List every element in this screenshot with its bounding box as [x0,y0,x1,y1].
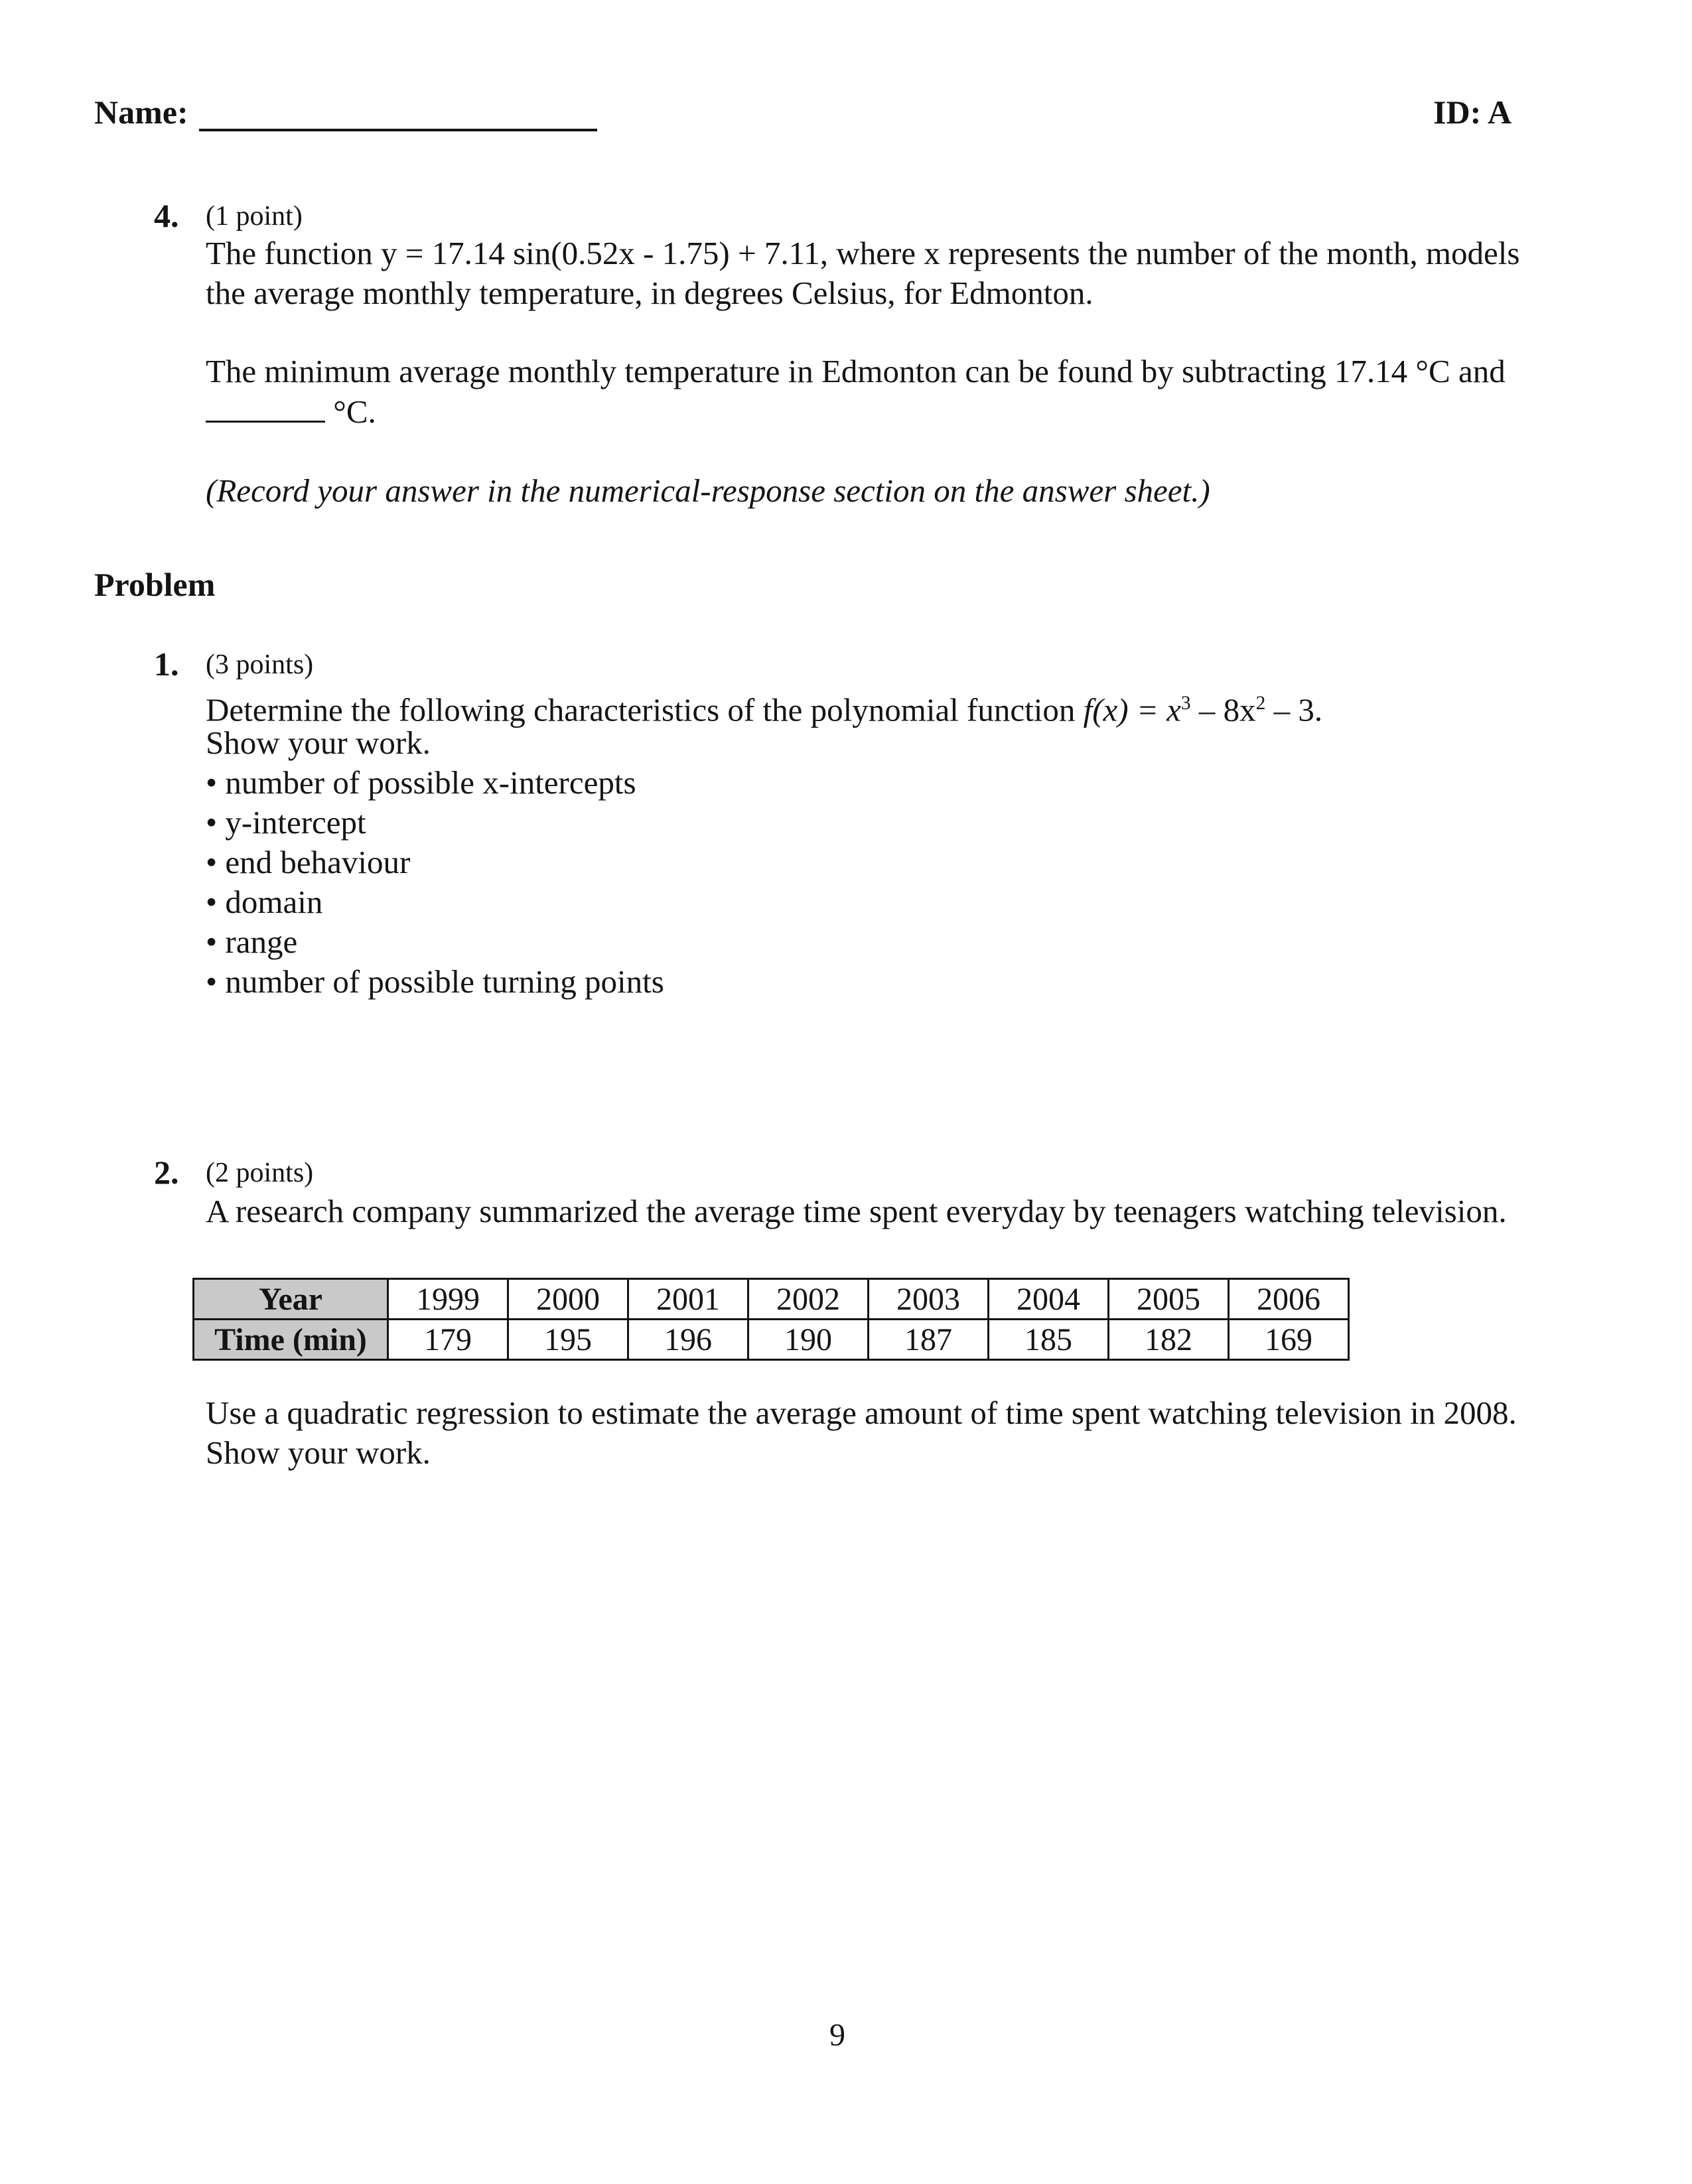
term-8x: – 8x [1190,691,1256,728]
problem-1-line-2: Show your work. [206,724,431,761]
table-cell: 2005 [1109,1279,1229,1320]
question-4-number: 4. [154,197,179,234]
table-cell: 2003 [869,1279,989,1320]
list-item: • domain [206,884,323,920]
name-field [94,93,597,131]
term-constant: – 3. [1265,691,1323,728]
table-cell: 185 [989,1320,1109,1360]
problem-heading: Problem [94,566,216,603]
table-cell: 169 [1229,1320,1349,1360]
table-cell: 190 [748,1320,869,1360]
tv-time-table [192,1278,1350,1361]
list-item: • y-intercept [206,804,366,841]
problem-2-line-1: A research company summarized the average time spent everyday by teenagers watching television. [206,1193,1507,1229]
table-cell: 187 [869,1320,989,1360]
list-item: • end behaviour [206,844,411,880]
question-4-line-2: the average monthly temperature, in degrees Celsius, for Edmonton. [206,275,1093,311]
question-4-line-4 [206,391,376,432]
table-cell: 182 [1109,1320,1229,1360]
problem-1-points: (3 points) [206,649,314,680]
table-cell: 1999 [388,1279,508,1320]
table-cell: 2001 [628,1279,748,1320]
problem-2-points: (2 points) [206,1158,314,1188]
problem-2-number: 2. [154,1154,179,1191]
table-cell: 2002 [748,1279,869,1320]
problem-1-number: 1. [154,646,179,683]
question-4-instruction: (Record your answer in the numerical-response section on the answer sheet.) [206,472,1210,509]
list-item: • range [206,923,298,960]
answer-blank [206,391,325,423]
question-4-points: (1 point) [206,201,303,232]
question-4-line-1: The function y = 17.14 sin(0.52x - 1.75) + 7.11, where x represents the number of the month, models [206,235,1520,271]
list-item: • number of possible turning points [206,963,664,1000]
unit-celsius: °C. [325,393,376,430]
exponent-3: 3 [1180,693,1191,714]
table-row [194,1279,1349,1320]
row-header-year: Year [194,1279,388,1320]
table-cell: 2004 [989,1279,1109,1320]
name-label: Name: [94,94,188,131]
name-blank-line [199,97,597,131]
table-cell: 2000 [508,1279,628,1320]
list-item: • number of possible x-intercepts [206,764,636,801]
table-cell: 195 [508,1320,628,1360]
question-4-line-3: The minimum average monthly temperature in Edmonton can be found by subtracting 17.14 °C and [206,353,1506,389]
problem-1-prefix: Determine the following characteristics of the polynomial function [206,691,1084,728]
table-cell: 196 [628,1320,748,1360]
table-cell: 179 [388,1320,508,1360]
row-header-time: Time (min) [194,1320,388,1360]
problem-2-line-2: Use a quadratic regression to estimate the average amount of time spent watching television in 2008. [206,1395,1517,1431]
characteristics-list [206,763,664,1002]
exponent-2: 2 [1255,693,1266,714]
function-f-x: f(x) = x [1083,691,1181,728]
id-label: ID: A [1433,94,1512,131]
problem-2-line-3: Show your work. [206,1434,431,1471]
table-cell: 2006 [1229,1279,1349,1320]
table-row [194,1320,1349,1360]
page-number: 9 [829,2017,845,2053]
